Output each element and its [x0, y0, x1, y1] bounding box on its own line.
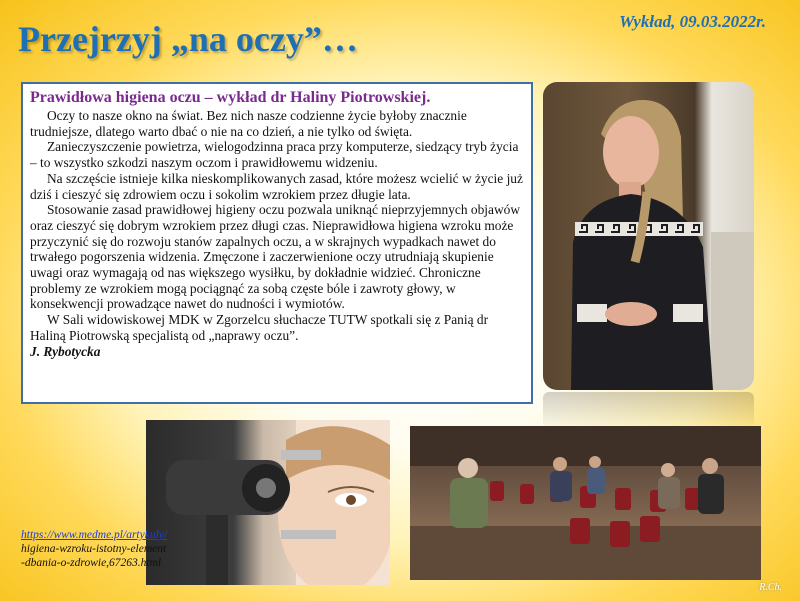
eye-exam-photo	[146, 420, 390, 585]
article-paragraph: W Sali widowiskowej MDK w Zgorzelcu słuchacze TUTW spotkali się z Panią dr Haliną Piotrowską specjalistą od „naprawy oczu”.	[30, 312, 489, 343]
article-heading: Prawidłowa higiena oczu – wykład dr Haliny Piotrowskiej.	[30, 89, 431, 106]
lecture-date: Wykład, 09.03.2022r.	[619, 12, 766, 31]
source-path-line: -dbania-o-zdrowie,67263.html	[21, 557, 162, 569]
audience-photo	[410, 426, 761, 580]
source-reference	[21, 528, 167, 570]
author-signature: R.Ch.	[759, 582, 782, 593]
article-author: J. Rybotycka	[30, 343, 101, 359]
source-url-link[interactable]: https://www.medme.pl/artykuly/	[21, 529, 168, 541]
slide-title: Przejrzyj „na oczy”…	[18, 19, 358, 59]
article-paragraph: Zanieczyszczenie powietrza, wielogodzinna praca przy komputerze, siedzący tryb życia – to wszystko szkodzi naszym oczom i prawidłowemu widzeniu.	[30, 139, 519, 171]
eye-exam-illustration	[146, 420, 390, 585]
article-paragraph: Stosowanie zasad prawidłowej higieny oczu pozwala uniknąć nieprzyjemnych objawów oraz cieszyć się dobrym wzrokiem przez długi czas. Nieprawidłowa higiena wzroku może przyczynić się do rozwoju stanów zapalnych oczu, a w skrajnych wypadkach nawet do trwałego pogorszenia widzenia. Zmęczone i zaczerwienione oczy utrudniają skupienie uwagi oraz wymagają od nas większego wysiłku, by dokładnie widzieć. Chroniczne problemy ze wzrokiem mogą pociągnąć za sobą częste bóle i zawroty głowy, w konsekwencji prowadzące nawet do nudności i wymiotów.	[30, 202, 520, 312]
source-path-line: higiena-wzroku-istotny-element	[21, 543, 167, 555]
lecturer-illustration	[543, 82, 754, 390]
article-paragraph: Oczy to nasze okno na świat. Bez nich nasze codzienne życie byłoby znacznie trudniejsze, dlatego warto dbać o nie na co dzień, a nie tylko od święta.	[30, 108, 467, 139]
lecturer-photo-reflection	[543, 392, 754, 430]
audience-illustration	[410, 426, 761, 580]
lecturer-photo	[543, 82, 754, 390]
article-box	[21, 82, 533, 404]
article-paragraph: Na szczęście istnieje kilka nieskomplikowanych zasad, które możesz wcielić w życie już dziś i cieszyć się zdrowiem oczu i sokolim wzrokiem przez długie lata.	[30, 170, 523, 202]
